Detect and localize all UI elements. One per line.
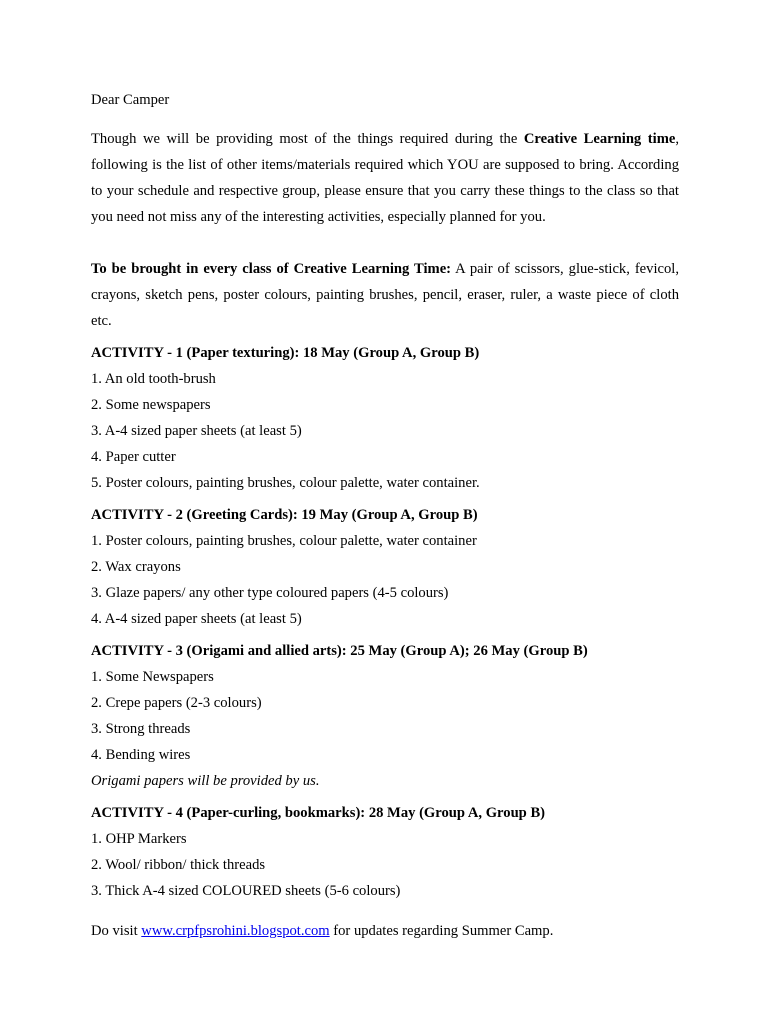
activity-title: ACTIVITY - 1 (Paper texturing): 18 May (Group A, Group B) xyxy=(91,345,480,361)
list-item: 3. Thick A-4 sized COLOURED sheets (5-6 colours) xyxy=(91,883,401,899)
list-item: 3. A-4 sized paper sheets (at least 5) xyxy=(91,423,302,439)
list-item: 3. Strong threads xyxy=(91,721,191,737)
activity-3 xyxy=(91,640,679,794)
footer-line xyxy=(91,918,679,944)
list-item: 1. Some Newspapers xyxy=(91,669,214,685)
intro-text-before: Though we will be providing most of the things required during the xyxy=(91,131,524,147)
list-item: 1. Poster colours, painting brushes, colour palette, water container xyxy=(91,533,477,549)
activity-4 xyxy=(91,802,679,904)
paragraph-gap xyxy=(91,230,679,256)
activity-title: ACTIVITY - 3 (Origami and allied arts): 25 May (Group A); 26 May (Group B) xyxy=(91,643,588,659)
every-class-paragraph xyxy=(91,256,679,334)
every-class-heading: To be brought in every class of Creative Learning Time: xyxy=(91,261,452,277)
footer-text-before: Do visit xyxy=(91,923,142,939)
intro-bold-text: Creative Learning time xyxy=(523,131,676,147)
intro-text-after: , following is the list of other items/materials required which YOU are supposed to bring. According to your schedule and respective group, please ensure that you carry these things to the class so that you need not miss any of the interesting activities, especially planned for you. xyxy=(91,131,679,225)
list-item: 3. Glaze papers/ any other type coloured papers (4-5 colours) xyxy=(91,585,449,601)
section-gap xyxy=(91,632,679,640)
activity-2 xyxy=(91,504,679,632)
list-item: 1. OHP Markers xyxy=(91,831,187,847)
every-class-text: A pair of scissors, glue-stick, fevicol, crayons, sketch pens, poster colours, painting brushes, pencil, eraser, ruler, a waste piece of cloth etc. xyxy=(91,261,679,329)
list-item: 2. Some newspapers xyxy=(91,397,211,413)
blog-link[interactable]: www.crpfpsrohini.blogspot.com xyxy=(141,923,330,939)
list-item: 4. A-4 sized paper sheets (at least 5) xyxy=(91,611,302,627)
section-gap xyxy=(91,904,679,912)
letter-page xyxy=(91,90,679,944)
list-item: 2. Wax crayons xyxy=(91,559,181,575)
footer-text-after: for updates regarding Summer Camp. xyxy=(329,923,554,939)
activity-title: ACTIVITY - 4 (Paper-curling, bookmarks): 28 May (Group A, Group B) xyxy=(91,805,546,821)
list-item: 5. Poster colours, painting brushes, colour palette, water container. xyxy=(91,475,480,491)
list-item: 1. An old tooth-brush xyxy=(91,371,216,387)
list-item: 4. Bending wires xyxy=(91,747,191,763)
greeting: Dear Camper xyxy=(91,92,170,108)
activity-1 xyxy=(91,342,679,496)
list-item: 2. Wool/ ribbon/ thick threads xyxy=(91,857,266,873)
activity-title: ACTIVITY - 2 (Greeting Cards): 19 May (Group A, Group B) xyxy=(91,507,478,523)
intro-paragraph xyxy=(91,126,679,230)
list-item: 2. Crepe papers (2-3 colours) xyxy=(91,695,262,711)
section-gap xyxy=(91,794,679,802)
list-item: 4. Paper cutter xyxy=(91,449,176,465)
origami-note: Origami papers will be provided by us. xyxy=(91,773,320,789)
section-gap xyxy=(91,496,679,504)
